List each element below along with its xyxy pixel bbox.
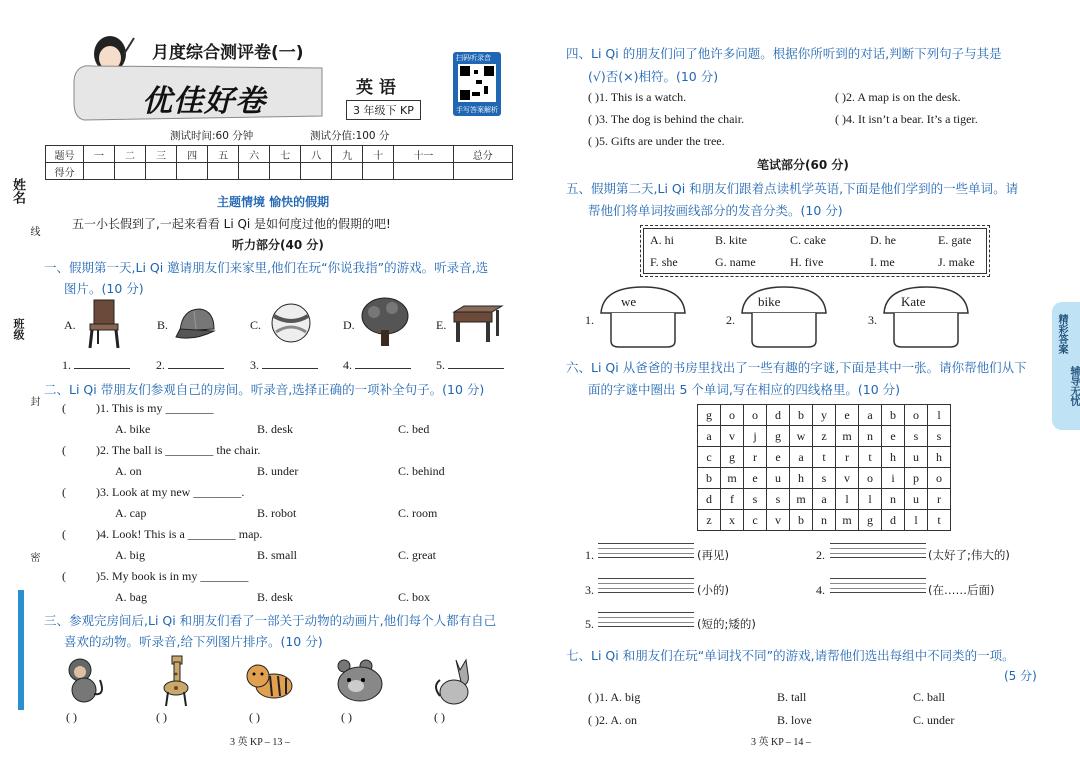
mushroom-house-icon [738, 285, 830, 352]
q4-item-2: ( )2. A map is on the desk. [835, 90, 961, 104]
grid-cell[interactable]: t [928, 510, 951, 531]
q1-label-a: A. [64, 318, 76, 332]
grid-cell[interactable]: l [836, 489, 859, 510]
grid-cell[interactable]: h [882, 447, 905, 468]
blank-number: 3. [250, 358, 259, 372]
grid-cell[interactable]: r [836, 447, 859, 468]
option-b[interactable]: B. small [257, 548, 298, 562]
option-a[interactable]: A. bag [115, 590, 147, 604]
q4-item-4: ( )4. It isn’t a bear. It’s a tiger. [835, 112, 978, 126]
answer-blank[interactable] [448, 358, 504, 369]
grid-cell[interactable]: g [698, 405, 721, 426]
answer-hint: (太好了;伟大的) [928, 548, 1010, 562]
q6-instruction-line1: 六、Li Qi 从爸爸的书房里找出了一些有趣的字谜,下面是其中一张。请你帮他们从下 [566, 360, 1027, 375]
q1-label-d: D. [343, 318, 355, 332]
word-item: G. name [715, 255, 756, 269]
margin-stripe [18, 590, 24, 710]
answer-paren[interactable]: ( [62, 443, 66, 457]
option-c[interactable]: C. great [398, 548, 436, 562]
q3-paren-4[interactable]: ( ) [341, 710, 352, 724]
grid-cell[interactable]: a [859, 405, 882, 426]
word-item: A. hi [650, 233, 674, 247]
q3-paren-5[interactable]: ( ) [434, 710, 445, 724]
chair-icon [84, 298, 122, 353]
mushroom-number: 3. [868, 313, 877, 327]
tiger-icon [244, 658, 296, 707]
four-line-grid[interactable] [598, 612, 694, 627]
grid-cell[interactable]: o [721, 405, 744, 426]
intro-text: 五一小长假到了,一起来看看 Li Qi 是如何度过他的假期的吧! [72, 217, 391, 231]
answer-number: 1. [585, 548, 594, 562]
word-item: F. she [650, 255, 678, 269]
option-b[interactable]: B. under [257, 464, 299, 478]
option-c[interactable]: C. room [398, 506, 438, 520]
answer-hint: (小的) [697, 583, 729, 597]
grid-cell[interactable]: r [744, 447, 767, 468]
grid-cell[interactable]: b [882, 405, 905, 426]
grid-cell[interactable]: j [744, 426, 767, 447]
mushroom-number: 2. [726, 313, 735, 327]
grid-cell[interactable]: m [836, 426, 859, 447]
grid-cell[interactable]: o [744, 405, 767, 426]
side-tab-text-1: 精彩答案 [1056, 314, 1067, 354]
q3-paren-3[interactable]: ( ) [249, 710, 260, 724]
question-stem: )5. My book is in my ________ [96, 569, 249, 583]
brand-logo: 优佳好卷 [142, 84, 266, 119]
answer-paren[interactable]: ( [62, 401, 66, 415]
qr-top-label: 扫码听录音 [456, 54, 491, 62]
grid-cell[interactable]: o [905, 405, 928, 426]
grid-row [698, 468, 951, 489]
grid-cell[interactable]: l [928, 405, 951, 426]
answer-blank[interactable] [168, 358, 224, 369]
grid-cell[interactable]: s [905, 426, 928, 447]
q1-instruction-line1: 一、假期第一天,Li Qi 邀请朋友们来家里,他们在玩“你说我指”的游戏。听录音,选 [44, 260, 489, 275]
mushroom-word: we [621, 294, 637, 309]
grid-cell[interactable]: m [836, 510, 859, 531]
word-search-grid[interactable] [697, 404, 951, 531]
grid-cell[interactable]: h [928, 447, 951, 468]
q7-item-1-option-c[interactable]: C. ball [913, 690, 945, 704]
grid-cell[interactable]: e [836, 405, 859, 426]
margin-line: 线 [28, 226, 39, 236]
q7-score: (5 分) [1004, 669, 1037, 683]
grid-cell[interactable]: w [790, 426, 813, 447]
grid-cell[interactable]: u [905, 489, 928, 510]
grid-cell[interactable]: u [905, 447, 928, 468]
option-b[interactable]: B. desk [257, 422, 293, 436]
score-table [45, 145, 513, 180]
word-item: E. gate [938, 233, 972, 247]
four-line-grid[interactable] [598, 578, 694, 593]
grid-row [698, 510, 951, 531]
q7-item-2-stem: ( )2. A. on [588, 713, 637, 727]
table-cell: 题号 [46, 146, 84, 163]
page-footer-left: 3 英 KP – 13 – [230, 737, 290, 748]
answer-blank[interactable] [262, 358, 318, 369]
grid-cell[interactable]: n [859, 426, 882, 447]
q5-instruction-line1: 五、假期第二天,Li Qi 和朋友们跟着点读机学英语,下面是他们学到的一些单词。请 [566, 181, 1019, 196]
score-table-header-row [46, 146, 513, 163]
theme-title: 主题情境 愉快的假期 [217, 195, 330, 209]
ball-icon [270, 302, 312, 347]
grid-cell[interactable]: o [928, 468, 951, 489]
table-cell: 四 [177, 146, 208, 163]
grid-cell[interactable]: g [859, 510, 882, 531]
q1-label-e: E. [436, 318, 447, 332]
mushroom-word: Kate [901, 294, 926, 309]
grid-row [698, 405, 951, 426]
margin-secret: 密 [28, 552, 39, 562]
grid-cell[interactable]: t [859, 447, 882, 468]
q2-instruction: 二、Li Qi 带朋友们参观自己的房间。听录音,选择正确的一项补全句子。(10 分) [44, 382, 485, 397]
table-cell: 七 [270, 146, 301, 163]
grid-cell[interactable]: x [721, 510, 744, 531]
q1-blank-5 [436, 358, 504, 373]
table-cell: 一 [84, 146, 115, 163]
option-a[interactable]: A. cap [115, 506, 147, 520]
question-stem: )4. Look! This is a ________ map. [96, 527, 263, 541]
grid-cell[interactable]: z [813, 426, 836, 447]
q1-instruction-line2: 图片。(10 分) [64, 281, 144, 296]
q5-instruction-line2: 帮他们将单词按画线部分的发音分类。(10 分) [588, 203, 843, 218]
grid-cell[interactable]: f [721, 489, 744, 510]
score-table-row [46, 163, 513, 180]
grid-cell[interactable]: e [767, 447, 790, 468]
q1-blank-4 [343, 358, 411, 373]
grid-cell[interactable]: n [882, 489, 905, 510]
grid-cell[interactable]: c [744, 510, 767, 531]
q6-instruction-line2: 面的字谜中圈出 5 个单词,写在相应的四线格里。(10 分) [588, 382, 901, 397]
qr-code [453, 52, 501, 116]
grid-cell[interactable]: b [790, 405, 813, 426]
grid-row [698, 426, 951, 447]
grid-cell[interactable]: o [859, 468, 882, 489]
test-time: 测试时间:60 分钟 [170, 130, 254, 142]
page-footer-right: 3 英 KP – 14 – [751, 737, 811, 748]
four-line-grid[interactable] [830, 543, 926, 558]
desk-icon [452, 304, 504, 347]
grid-cell[interactable]: d [882, 510, 905, 531]
grade-badge: 3 年级下 KP [346, 100, 421, 120]
grid-cell[interactable]: m [721, 468, 744, 489]
mushroom-word: bike [758, 294, 781, 309]
answer-paren[interactable]: ( [62, 569, 66, 583]
grid-cell[interactable]: z [698, 510, 721, 531]
side-tab[interactable] [1052, 302, 1080, 430]
question-stem: )1. This is my ________ [96, 401, 214, 415]
grid-cell[interactable]: l [859, 489, 882, 510]
question-stem: )3. Look at my new ________. [96, 485, 245, 499]
q4-instruction-line1: 四、Li Qi 的朋友们问了他许多问题。根据你所听到的对话,判断下列句子与其是 [566, 46, 1002, 61]
word-item: D. he [870, 233, 896, 247]
grid-cell[interactable]: s [744, 489, 767, 510]
blank-number: 4. [343, 358, 352, 372]
grid-cell[interactable]: y [813, 405, 836, 426]
grid-cell[interactable]: l [905, 510, 928, 531]
word-item: B. kite [715, 233, 747, 247]
q7-item-2-option-c[interactable]: C. under [913, 713, 955, 727]
four-line-grid[interactable] [830, 578, 926, 593]
option-a[interactable]: A. on [115, 464, 142, 478]
table-cell: 九 [332, 146, 363, 163]
grid-cell[interactable]: p [905, 468, 928, 489]
table-cell: 得分 [46, 163, 84, 180]
option-a[interactable]: A. bike [115, 422, 151, 436]
answer-number: 4. [816, 583, 825, 597]
grid-cell[interactable]: e [744, 468, 767, 489]
table-cell: 五 [208, 146, 239, 163]
q3-paren-1[interactable]: ( ) [66, 710, 77, 724]
option-b[interactable]: B. robot [257, 506, 297, 520]
mushroom-house-icon [597, 285, 689, 352]
table-cell: 十一 [394, 146, 453, 163]
grid-cell[interactable]: i [882, 468, 905, 489]
margin-class: 班级 [12, 318, 25, 340]
answer-blank[interactable] [355, 358, 411, 369]
grid-cell[interactable]: a [698, 426, 721, 447]
grid-cell[interactable]: b [698, 468, 721, 489]
test-score: 测试分值:100 分 [310, 130, 390, 142]
cat-icon [432, 656, 476, 709]
q4-item-3: ( )3. The dog is behind the chair. [588, 112, 745, 126]
answer-paren[interactable]: ( [62, 527, 66, 541]
blank-number: 1. [62, 358, 71, 372]
cap-icon [174, 305, 218, 344]
grid-cell[interactable]: u [767, 468, 790, 489]
exam-title: 月度综合测评卷(一) [152, 43, 304, 63]
blank-number: 2. [156, 358, 165, 372]
table-cell: 二 [115, 146, 146, 163]
q1-blank-2 [156, 358, 224, 373]
option-c[interactable]: C. box [398, 590, 431, 604]
grid-row [698, 447, 951, 468]
table-cell: 八 [301, 146, 332, 163]
answer-number: 5. [585, 617, 594, 631]
answer-hint: (在……后面) [928, 583, 995, 597]
grid-cell[interactable]: t [813, 447, 836, 468]
tree-icon [360, 296, 410, 351]
table-cell: 十 [363, 146, 394, 163]
q1-label-b: B. [157, 318, 169, 332]
mushroom-house-icon [880, 285, 972, 352]
giraffe-icon [156, 652, 196, 711]
option-a[interactable]: A. big [115, 548, 145, 562]
answer-blank[interactable] [74, 358, 130, 369]
answer-hint: (短的;矮的) [697, 617, 756, 631]
side-tab-text-2: 辅导无忧 [1068, 366, 1079, 406]
answer-paren[interactable]: ( [62, 485, 66, 499]
q4-item-1: ( )1. This is a watch. [588, 90, 687, 104]
monkey-icon [62, 656, 106, 709]
grid-cell[interactable]: v [836, 468, 859, 489]
q1-blank-1 [62, 358, 130, 373]
blank-number: 5. [436, 358, 445, 372]
grid-cell[interactable]: s [813, 468, 836, 489]
grid-row [698, 489, 951, 510]
grid-cell[interactable]: m [790, 489, 813, 510]
qr-bottom-label: 手写答案解析 [456, 106, 498, 114]
subject-label: 英 语 [356, 78, 396, 98]
grid-cell[interactable]: b [790, 510, 813, 531]
bear-icon [334, 658, 386, 707]
margin-name: 姓名 [10, 178, 25, 204]
table-cell: 六 [239, 146, 270, 163]
grid-cell[interactable]: v [721, 426, 744, 447]
margin-seal: 封 [28, 396, 39, 406]
grid-cell[interactable]: s [767, 489, 790, 510]
q7-item-1-option-b[interactable]: B. tall [777, 690, 807, 704]
q1-label-c: C. [250, 318, 262, 332]
option-b[interactable]: B. desk [257, 590, 293, 604]
word-item: J. make [938, 255, 975, 269]
answer-number: 3. [585, 583, 594, 597]
four-line-grid[interactable] [598, 543, 694, 558]
table-cell: 三 [146, 146, 177, 163]
grid-cell[interactable]: a [790, 447, 813, 468]
option-c[interactable]: C. behind [398, 464, 445, 478]
q4-item-5: ( )5. Gifts are under the tree. [588, 134, 725, 148]
grid-cell[interactable]: a [813, 489, 836, 510]
grid-cell[interactable]: d [698, 489, 721, 510]
grid-cell[interactable]: c [698, 447, 721, 468]
grid-cell[interactable]: d [767, 405, 790, 426]
grid-cell[interactable]: n [813, 510, 836, 531]
grid-cell[interactable]: e [882, 426, 905, 447]
q7-instruction: 七、Li Qi 和朋友们在玩“单词找不同”的游戏,请帮他们选出每组中不同类的一项。 [566, 648, 1015, 663]
question-stem: )2. The ball is ________ the chair. [96, 443, 261, 457]
word-item: H. five [790, 255, 824, 269]
word-item: C. cake [790, 233, 826, 247]
grid-cell[interactable]: r [928, 489, 951, 510]
answer-hint: (再见) [697, 548, 729, 562]
q1-blank-3 [250, 358, 318, 373]
written-title: 笔试部分(60 分) [757, 158, 849, 172]
mushroom-number: 1. [585, 313, 594, 327]
grid-cell[interactable]: s [928, 426, 951, 447]
grid-cell[interactable]: g [721, 447, 744, 468]
grid-cell[interactable]: h [790, 468, 813, 489]
q7-item-1-stem: ( )1. A. big [588, 690, 641, 704]
answer-number: 2. [816, 548, 825, 562]
option-c[interactable]: C. bed [398, 422, 430, 436]
listening-title: 听力部分(40 分) [232, 238, 324, 252]
q3-instruction-line1: 三、参观完房间后,Li Qi 和朋友们看了一部关于动物的动画片,他们每个人都有自己 [44, 613, 497, 628]
q3-instruction-line2: 喜欢的动物。听录音,给下列图片排序。(10 分) [64, 634, 323, 649]
q3-paren-2[interactable]: ( ) [156, 710, 167, 724]
q4-instruction-line2: (√)否(×)相符。(10 分) [588, 69, 719, 84]
grid-cell[interactable]: v [767, 510, 790, 531]
q7-item-2-option-b[interactable]: B. love [777, 713, 812, 727]
word-item: I. me [870, 255, 895, 269]
table-cell: 总分 [453, 146, 512, 163]
grid-cell[interactable]: g [767, 426, 790, 447]
